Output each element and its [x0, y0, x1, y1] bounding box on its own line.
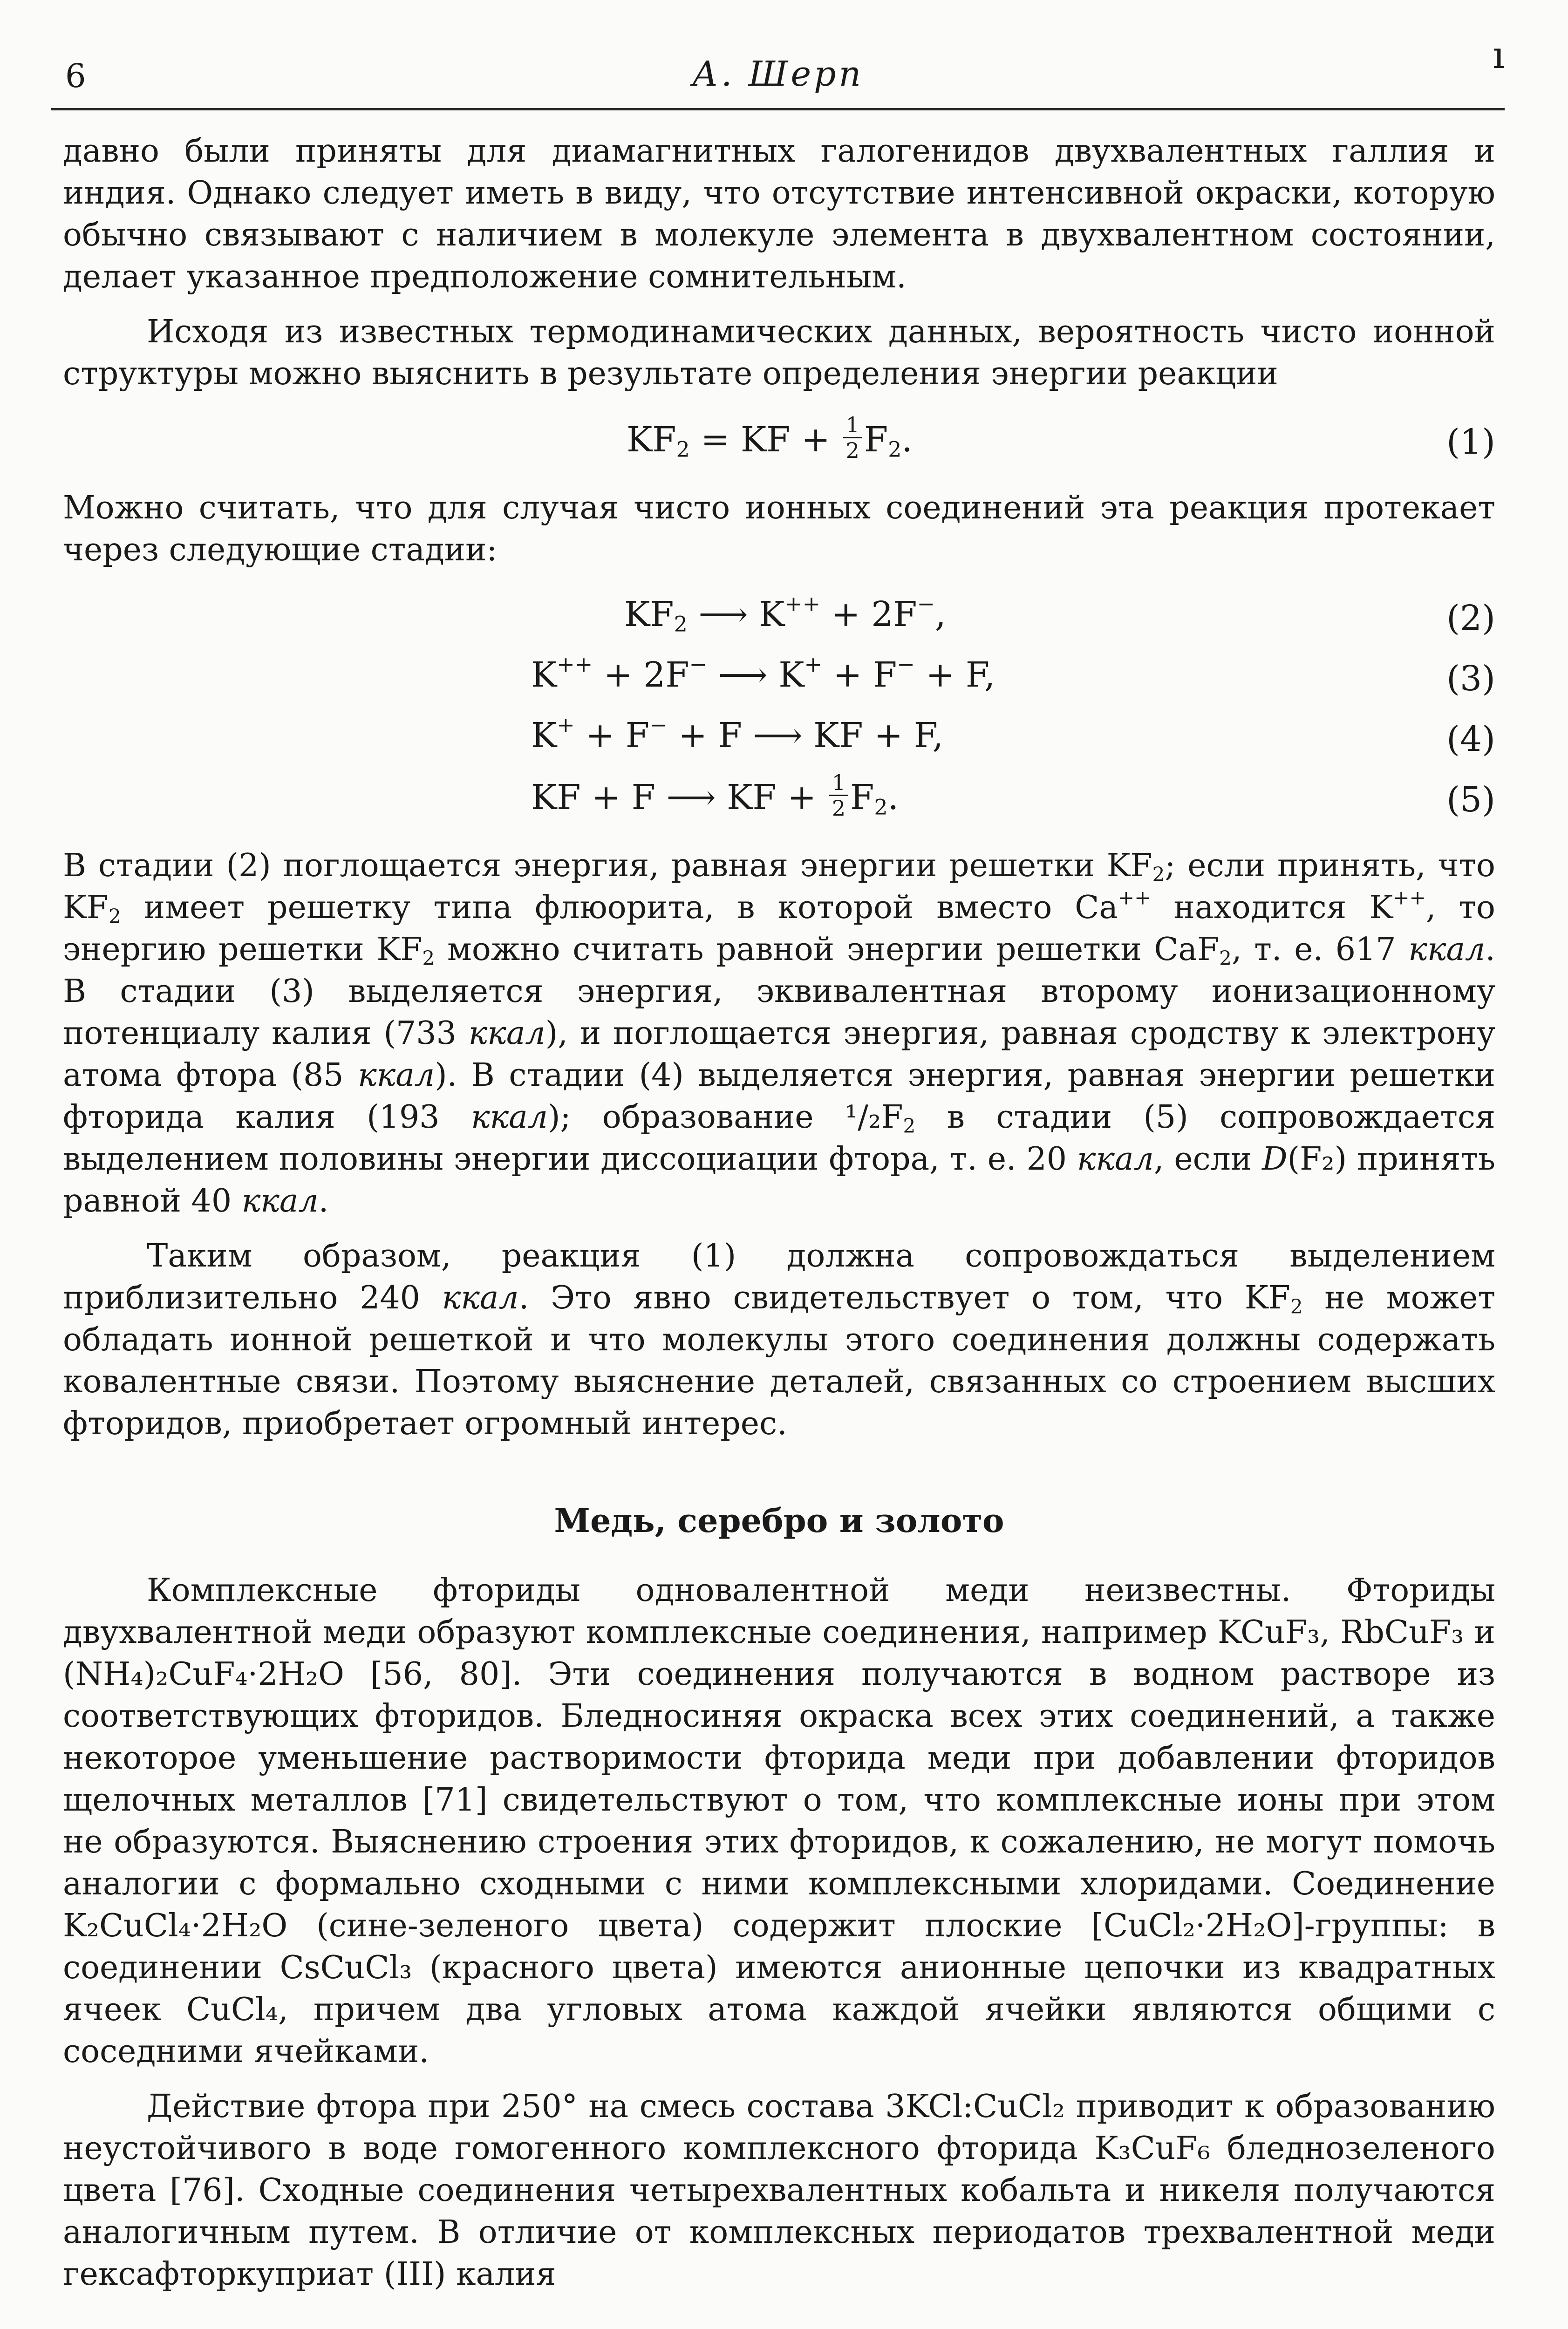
equation-1 [63, 404, 1495, 474]
equation-5-number: (5) [1446, 780, 1495, 820]
paragraph-stage-energies: В стадии (2) поглощается энергия, равная энергии решетки $KF_2$; если принять, что $KF_2$ имеет решетку типа флюорита, в которой вместо Ca++ находится K++, то энергию решетки $KF_2$ можно считать равной энергии решетки CaF$_2$, т. е. 617 ккал. В стадии (3) выделяется энергия, эквивалентная второму ионизационному потенциалу калия (733 ккал), и поглощается энергия, равная сродству к электрону атома фтора (85 ккал). В стадии (4) выделяется энергия, равная энергии решетки фторида калия (193 ккал); образование $^1/_2F_2$ в стадии (5) сопровождается выделением половины энергии диссоциации фтора, т. е. 20 ккал, если D(F₂) принять равной 40 ккал. [63, 847, 1496, 1219]
page-header [51, 34, 1505, 110]
equation-5 [63, 762, 1495, 832]
equation-2 [63, 580, 1495, 638]
equation-1-expression: $KF_2$ = KF + $\frac{1}{2}$ $F_2$. [627, 412, 913, 463]
paragraph-copper-1: Комплексные фториды одновалентной меди неизвестны. Фториды двухвалентной меди образуют комплексные соединения, например KCuF₃, RbCuF₃ и (NH₄)₂CuF₄·2H₂O [56, 80]. Эти соединения получаются в водном растворе из соответствующих фторидов. Бледносиняя окраска всех этих соединений, а также некоторое уменьшение растворимости фторида меди при добавлении фторидов щелочных металлов [71] свидетельствуют о том, что комплексные ионы при этом не образуются. Выяснению строения этих фторидов, к сожалению, не могут помочь аналогии с формально сходными с ними комплексными хлоридами. Соединение K₂CuCl₄·2H₂O (сине-зеленого цвета) содержит плоские [CuCl₂·2H₂O]-группы: в соединении CsCuCl₃ (красного цвета) имеются анионные цепочки из квадратных ячеек CuCl₄, причем два угловых атома каждой ячейки являются общими с соседними ячейками. [63, 1572, 1495, 2070]
section-title: Медь, серебро и золото [554, 1501, 1004, 1540]
paragraph-conclusion: Таким образом, реакция (1) должна сопровождаться выделением приблизительно 240 ккал. Это явно свидетельствует о том, что $KF_2$ не может обладать ионной решеткой и что молекулы этого соединения должны содержать ковалентные связи. Поэтому выяснение деталей, связанных со строением высших фторидов, приобретает огромный интерес. [63, 1238, 1495, 1442]
equation-3-expression: K++ + 2F− ⟶ K+ + F− + F, [531, 651, 995, 695]
equation-2-number: (2) [1446, 598, 1495, 638]
paragraph-intro-1: давно были приняты для диамагнитных галогенидов двухвалентных галлия и индия. Однако следует иметь в виду, что отсутствие интенсивной окраски, которую обычно связывают с наличием в молекуле элемента в двухвалентном состоянии, делает указанное предположение сомнительным. [63, 133, 1495, 295]
paragraph-stages-intro: Можно считать, что для случая чисто ионных соединений эта реакция протекает через следующие стадии: [63, 490, 1495, 568]
paragraph-intro-2: Исходя из известных термодинамических данных, вероятность чисто ионной структуры можно выяснить в результате определения энергии реакции [63, 313, 1495, 392]
equation-1-number: (1) [1446, 422, 1495, 462]
fraction-half: $\frac{1}{2}$ [829, 770, 848, 820]
equation-4-number: (4) [1446, 719, 1495, 759]
equation-3 [63, 641, 1495, 699]
equation-5-expression: KF + F ⟶ KF + $\frac{1}{2}$ $F_2$. [531, 770, 899, 821]
equation-4-expression: K+ + F− + F ⟶ KF + F, [531, 712, 944, 756]
equation-2-expression: $KF_2$ ⟶ K++ + 2F−, [624, 591, 946, 637]
paragraph-copper-2: Действие фтора при 250° на смесь состава 3KCl:CuCl₂ приводит к образованию неустойчивого в воде гомогенного комплексного фторида K₃CuF₆ бледнозеленого цвета [76]. Сходные соединения четырехвалентных кобальта и никеля получаются аналогичным путем. В отличие от комплексных периодатов трехвалентной меди гексафторкуприат (III) калия [63, 2088, 1495, 2293]
fraction-half: $\frac{1}{2}$ [843, 413, 862, 463]
running-head: А. Шерп [692, 54, 864, 94]
page-body [63, 130, 1495, 2295]
page-number: 6 [65, 57, 86, 95]
equation-3-number: (3) [1446, 659, 1495, 699]
equation-4 [63, 701, 1495, 759]
margin-mark: ı [1493, 34, 1505, 77]
